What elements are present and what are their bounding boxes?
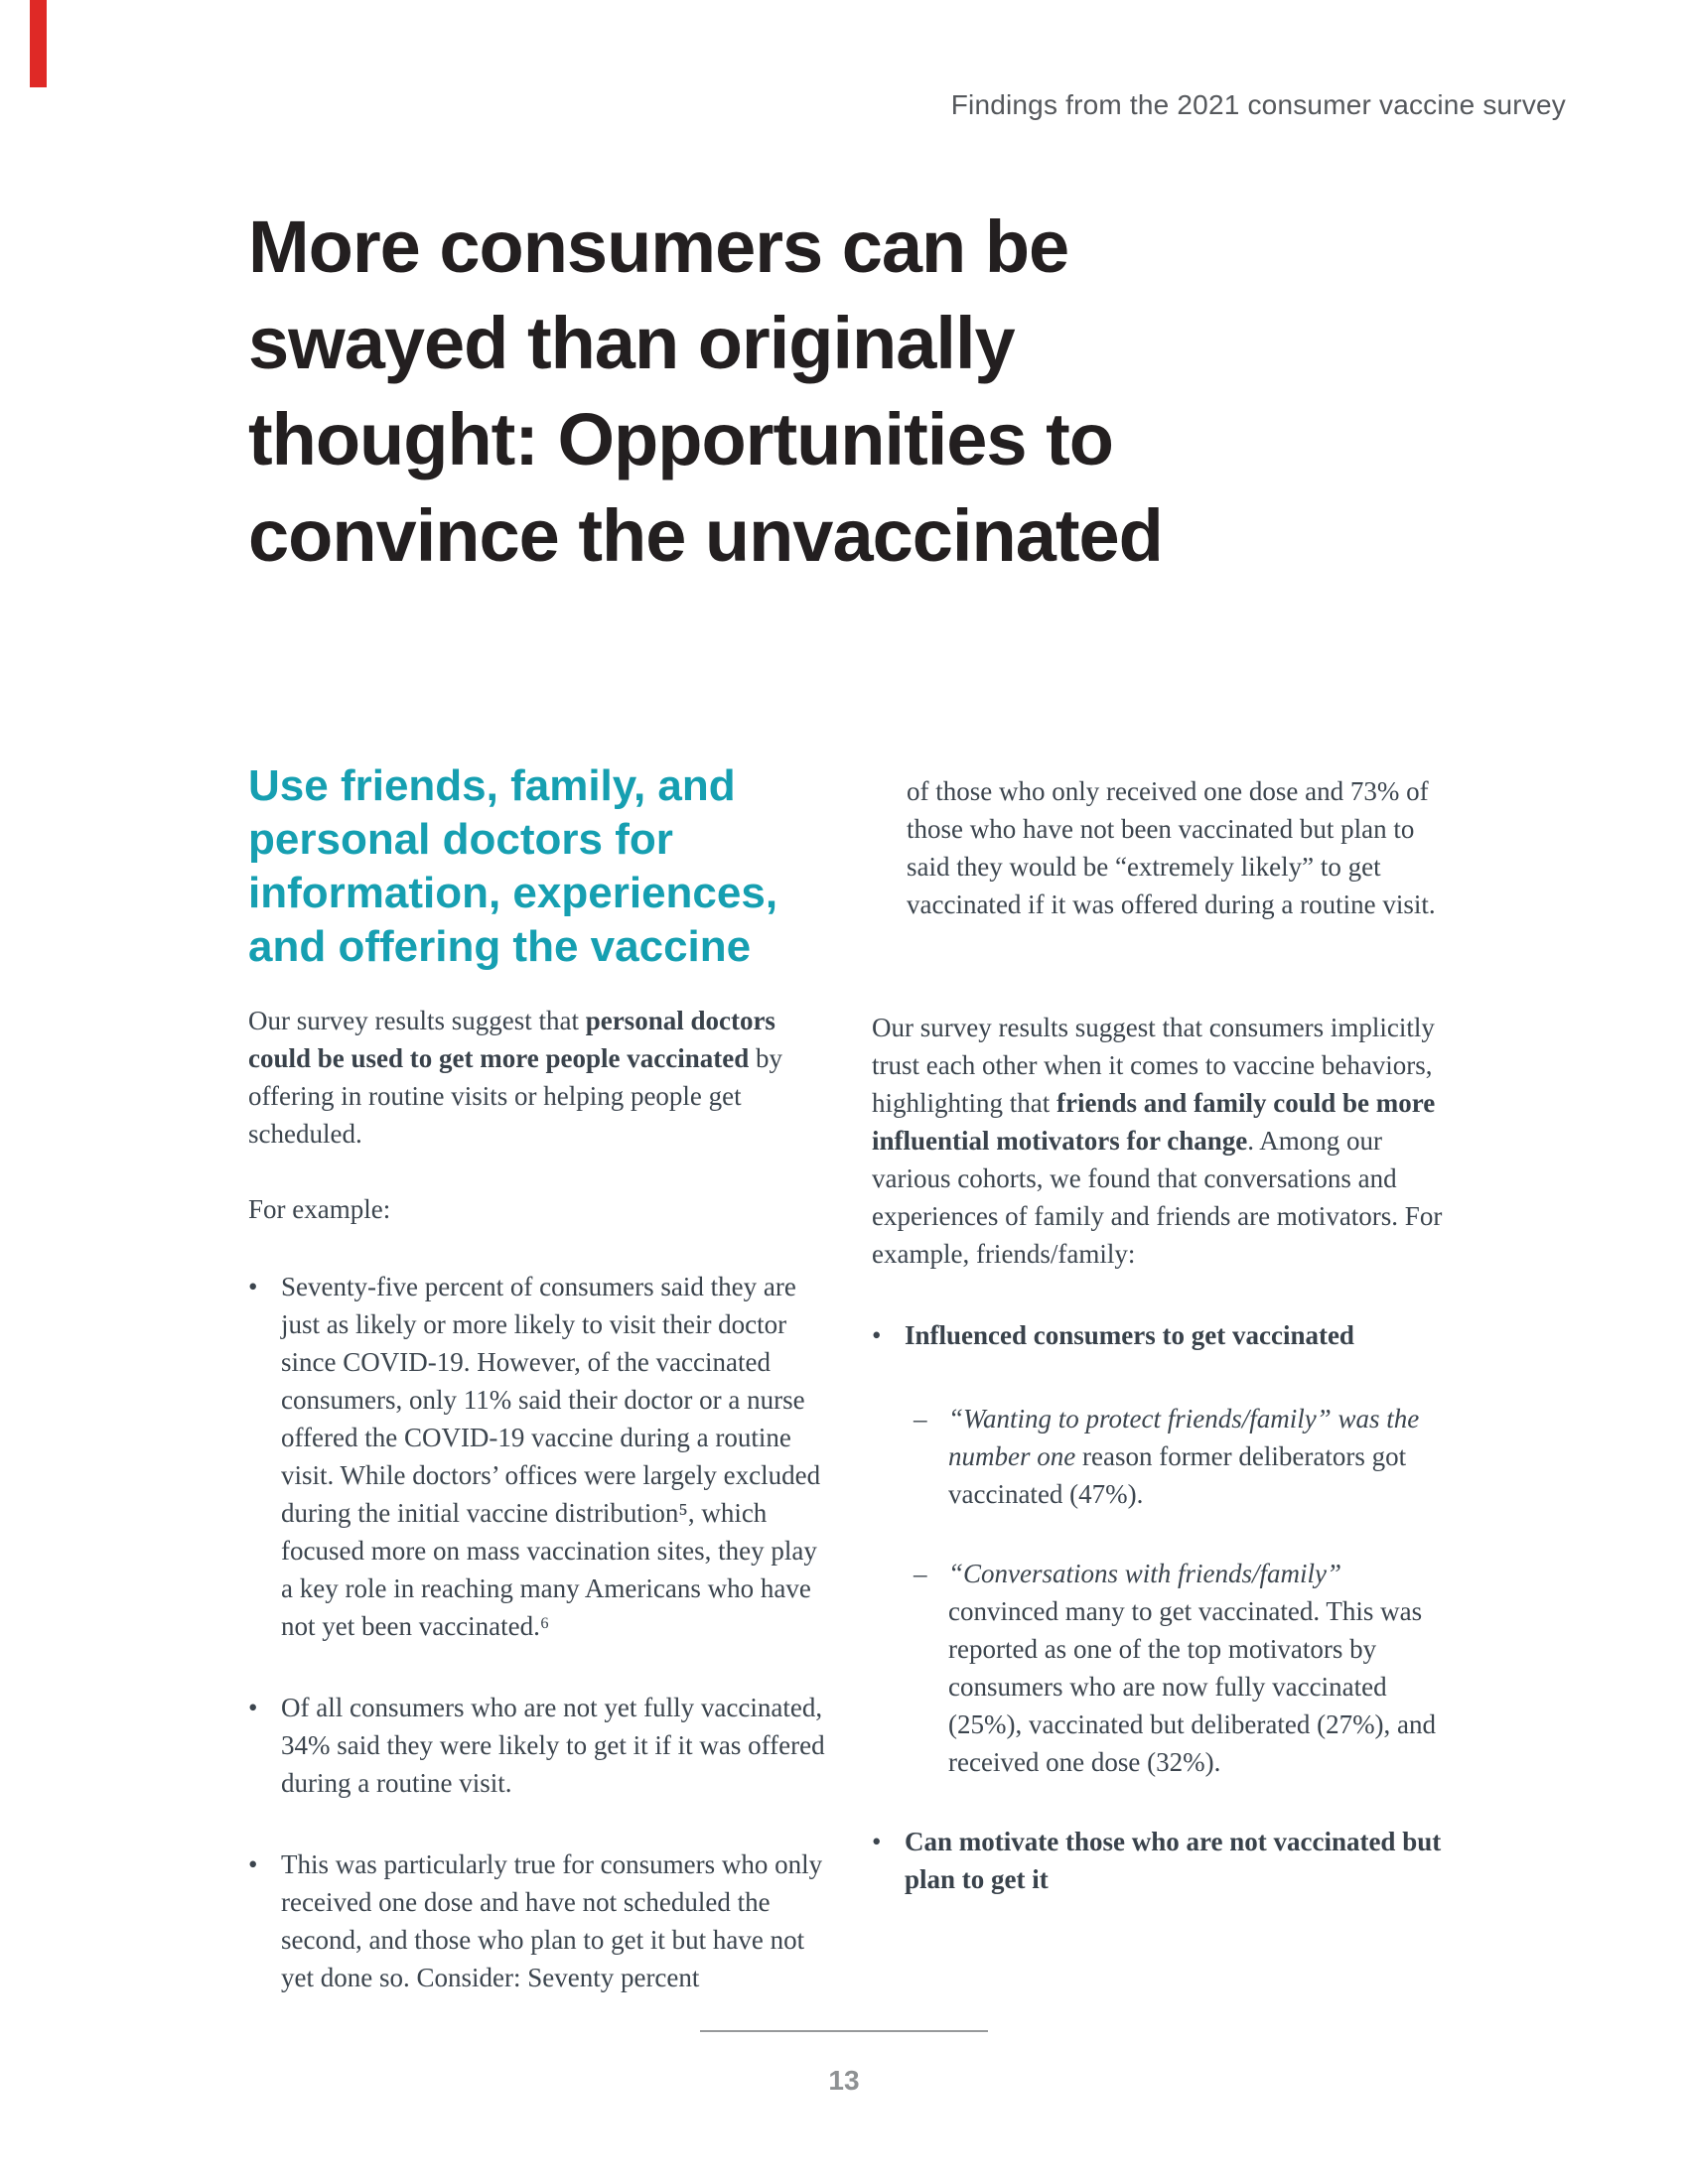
section-heading bbox=[248, 759, 826, 974]
bullet-icon: • bbox=[248, 1693, 258, 1722]
list-item-text: Can motivate those who are not vaccinated but plan to get it bbox=[905, 1827, 1442, 1894]
dash-icon: – bbox=[914, 1559, 927, 1588]
intro-paragraph bbox=[248, 1002, 826, 1153]
list-item bbox=[248, 1845, 826, 1996]
page-title-line-3: thought: Opportunities to bbox=[248, 398, 1113, 480]
section-heading-line-1: Use friends, family, and bbox=[248, 761, 736, 810]
lead-in-text: For example: bbox=[248, 1194, 391, 1224]
page-number: 13 bbox=[828, 2065, 860, 2096]
footer-divider bbox=[700, 2030, 988, 2032]
list-item-text: Influenced consumers to get vaccinated bbox=[905, 1320, 1354, 1350]
bullet-icon: • bbox=[872, 1827, 882, 1856]
quote-regular: convinced many to get vaccinated. This was reported as one of the top motivators by consumers who are now fully vaccinated (25%), vaccinated but deliberated (27%), and received one dose (32%). bbox=[948, 1596, 1437, 1777]
quote-italic: “Conversations with friends/family” bbox=[948, 1559, 1342, 1588]
body-pre: Our survey results suggest that consumers implicitly trust each other when it comes to vaccine behaviors, highlighting that bbox=[872, 1013, 1435, 1118]
intro-post: by offering in routine visits or helping people get scheduled. bbox=[248, 1043, 782, 1149]
sub-list-item-text bbox=[948, 1555, 1456, 1781]
list-item-text: Of all consumers who are not yet fully vaccinated, 34% said they were likely to get it if it was offered during a routine visit. bbox=[281, 1693, 825, 1798]
sub-list-item bbox=[872, 1400, 1456, 1513]
page-title bbox=[248, 199, 1440, 584]
page-title-line-2: swayed than originally bbox=[248, 302, 1015, 384]
sub-list-item bbox=[872, 1555, 1456, 1781]
list-item-text: This was particularly true for consumers who only received one dose and have not scheduled the second, and those who plan to get it but have not yet done so. Consider: Seventy percent bbox=[281, 1849, 823, 1992]
bullet-icon: • bbox=[248, 1272, 258, 1301]
continuation-paragraph: of those who only received one dose and 73% of those who have not been vaccinated but plan to said they would be “extremely likely” to get vaccinated if it was offered during a routine visit. bbox=[907, 776, 1436, 919]
quote-italic: “Wanting to protect friends/family” was the number one bbox=[948, 1404, 1420, 1471]
sub-list-item-text bbox=[948, 1400, 1456, 1513]
intro-bold: personal doctors could be used to get more people vaccinated bbox=[248, 1006, 775, 1073]
list-item bbox=[248, 1689, 826, 1802]
list-item bbox=[248, 1268, 826, 1645]
page-title-line-1: More consumers can be bbox=[248, 205, 1069, 288]
accent-red-bar bbox=[30, 0, 47, 87]
section-heading-line-2: personal doctors for bbox=[248, 815, 673, 864]
right-column bbox=[872, 772, 1456, 1898]
running-header: Findings from the 2021 consumer vaccine survey bbox=[950, 89, 1566, 120]
body-bold: friends and family could be more influential motivators for change bbox=[872, 1088, 1436, 1156]
list-item-bold bbox=[872, 1823, 1456, 1898]
page-title-line-4: convince the unvaccinated bbox=[248, 494, 1163, 577]
list-item-bold bbox=[872, 1316, 1456, 1354]
left-column bbox=[248, 759, 826, 1996]
intro-pre: Our survey results suggest that bbox=[248, 1006, 586, 1035]
list-item-text: Seventy-five percent of consumers said they are just as likely or more likely to visit their doctor since COVID-19. However, of the vaccinated consumers, only 11% said their doctor or a nurse offered the COVID-19 vaccine during a routine visit. While doctors’ offices were largely excluded during the initial vaccine distribution⁵, which focused more on mass vaccination sites, they play a key role in reaching many Americans who have not yet been vaccinated.⁶ bbox=[281, 1272, 821, 1641]
section-heading-line-4: and offering the vaccine bbox=[248, 922, 752, 971]
bullet-icon: • bbox=[248, 1849, 258, 1879]
dash-icon: – bbox=[914, 1404, 927, 1433]
body-post: . Among our various cohorts, we found that conversations and experiences of family and friends are motivators. For example, friends/family: bbox=[872, 1126, 1443, 1269]
body-paragraph bbox=[872, 1009, 1456, 1273]
quote-regular: reason former deliberators got vaccinated (47%). bbox=[948, 1441, 1407, 1509]
bullet-icon: • bbox=[872, 1320, 882, 1350]
section-heading-line-3: information, experiences, bbox=[248, 869, 778, 917]
